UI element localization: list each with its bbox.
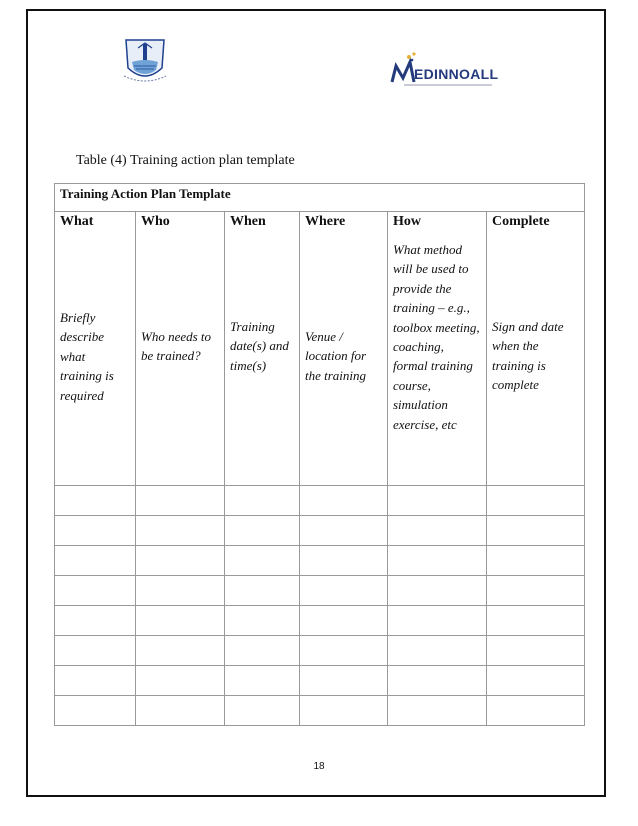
column-header: Where bbox=[305, 214, 346, 229]
table-cell bbox=[225, 546, 300, 576]
column-header: Complete bbox=[492, 214, 550, 229]
table-cell bbox=[300, 486, 388, 516]
column-how bbox=[388, 212, 487, 486]
table-cell bbox=[487, 636, 585, 666]
table-cell bbox=[487, 606, 585, 636]
brand-name: EDINNOALL bbox=[414, 66, 499, 82]
table-cell bbox=[225, 576, 300, 606]
table-cell bbox=[300, 606, 388, 636]
university-crest-icon bbox=[116, 38, 174, 84]
table-cell bbox=[225, 666, 300, 696]
table-cell bbox=[388, 516, 487, 546]
training-action-plan-table bbox=[54, 183, 585, 726]
table-cell bbox=[136, 696, 225, 726]
table-cell bbox=[55, 606, 136, 636]
table-cell bbox=[300, 636, 388, 666]
table-cell bbox=[487, 666, 585, 696]
table-cell bbox=[225, 516, 300, 546]
table-cell bbox=[487, 516, 585, 546]
column-description: What method will be used to provide the training – e.g., toolbox meeting, coaching, formal training course, simulation exercise, etc bbox=[393, 242, 480, 432]
table-cell bbox=[487, 486, 585, 516]
column-where bbox=[300, 212, 388, 486]
table-caption: Table (4) Training action plan template bbox=[76, 153, 295, 168]
table-cell bbox=[136, 576, 225, 606]
column-header: When bbox=[230, 214, 266, 229]
table-title: Training Action Plan Template bbox=[55, 184, 585, 212]
table-row bbox=[55, 576, 585, 606]
table-cell bbox=[487, 696, 585, 726]
column-header: Who bbox=[141, 214, 170, 229]
column-who bbox=[136, 212, 225, 486]
brand-tagline-bar bbox=[404, 84, 492, 86]
table-row bbox=[55, 546, 585, 576]
table-cell bbox=[300, 576, 388, 606]
column-description: Venue / location for the training bbox=[305, 329, 367, 383]
table-cell bbox=[136, 546, 225, 576]
table-row bbox=[55, 696, 585, 726]
table-cell bbox=[300, 546, 388, 576]
table-row bbox=[55, 516, 585, 546]
table-cell bbox=[136, 606, 225, 636]
column-header: What bbox=[60, 214, 94, 229]
table-cell bbox=[55, 546, 136, 576]
column-when bbox=[225, 212, 300, 486]
table-row bbox=[55, 606, 585, 636]
table-cell bbox=[388, 606, 487, 636]
table-cell bbox=[300, 516, 388, 546]
table-cell bbox=[225, 486, 300, 516]
table-cell bbox=[55, 636, 136, 666]
table-cell bbox=[487, 546, 585, 576]
table-cell bbox=[225, 696, 300, 726]
table-cell bbox=[55, 516, 136, 546]
column-description: Briefly describe what training is required bbox=[60, 310, 114, 403]
table-cell bbox=[55, 486, 136, 516]
table-cell bbox=[300, 666, 388, 696]
table-cell bbox=[225, 636, 300, 666]
table-cell bbox=[300, 696, 388, 726]
table-cell bbox=[225, 606, 300, 636]
table-cell bbox=[136, 666, 225, 696]
table-cell bbox=[136, 516, 225, 546]
page-number: 18 bbox=[313, 761, 325, 772]
table-cell bbox=[136, 636, 225, 666]
table-row bbox=[55, 636, 585, 666]
table-cell bbox=[388, 696, 487, 726]
table-cell bbox=[136, 486, 225, 516]
column-description: Sign and date when the training is complete bbox=[492, 319, 564, 393]
table-cell bbox=[388, 636, 487, 666]
table-row bbox=[55, 486, 585, 516]
column-complete bbox=[487, 212, 585, 486]
table-cell bbox=[55, 666, 136, 696]
table-cell bbox=[388, 576, 487, 606]
table-cell bbox=[388, 486, 487, 516]
table-cell bbox=[388, 666, 487, 696]
medinnoall-logo bbox=[390, 50, 502, 96]
table-cell bbox=[388, 546, 487, 576]
table-row bbox=[55, 666, 585, 696]
column-description: Training date(s) and time(s) bbox=[230, 319, 289, 373]
table-cell bbox=[487, 576, 585, 606]
column-what bbox=[55, 212, 136, 486]
column-description: Who needs to be trained? bbox=[141, 329, 212, 364]
table-cell bbox=[55, 576, 136, 606]
table-cell bbox=[55, 696, 136, 726]
column-header: How bbox=[393, 214, 421, 229]
